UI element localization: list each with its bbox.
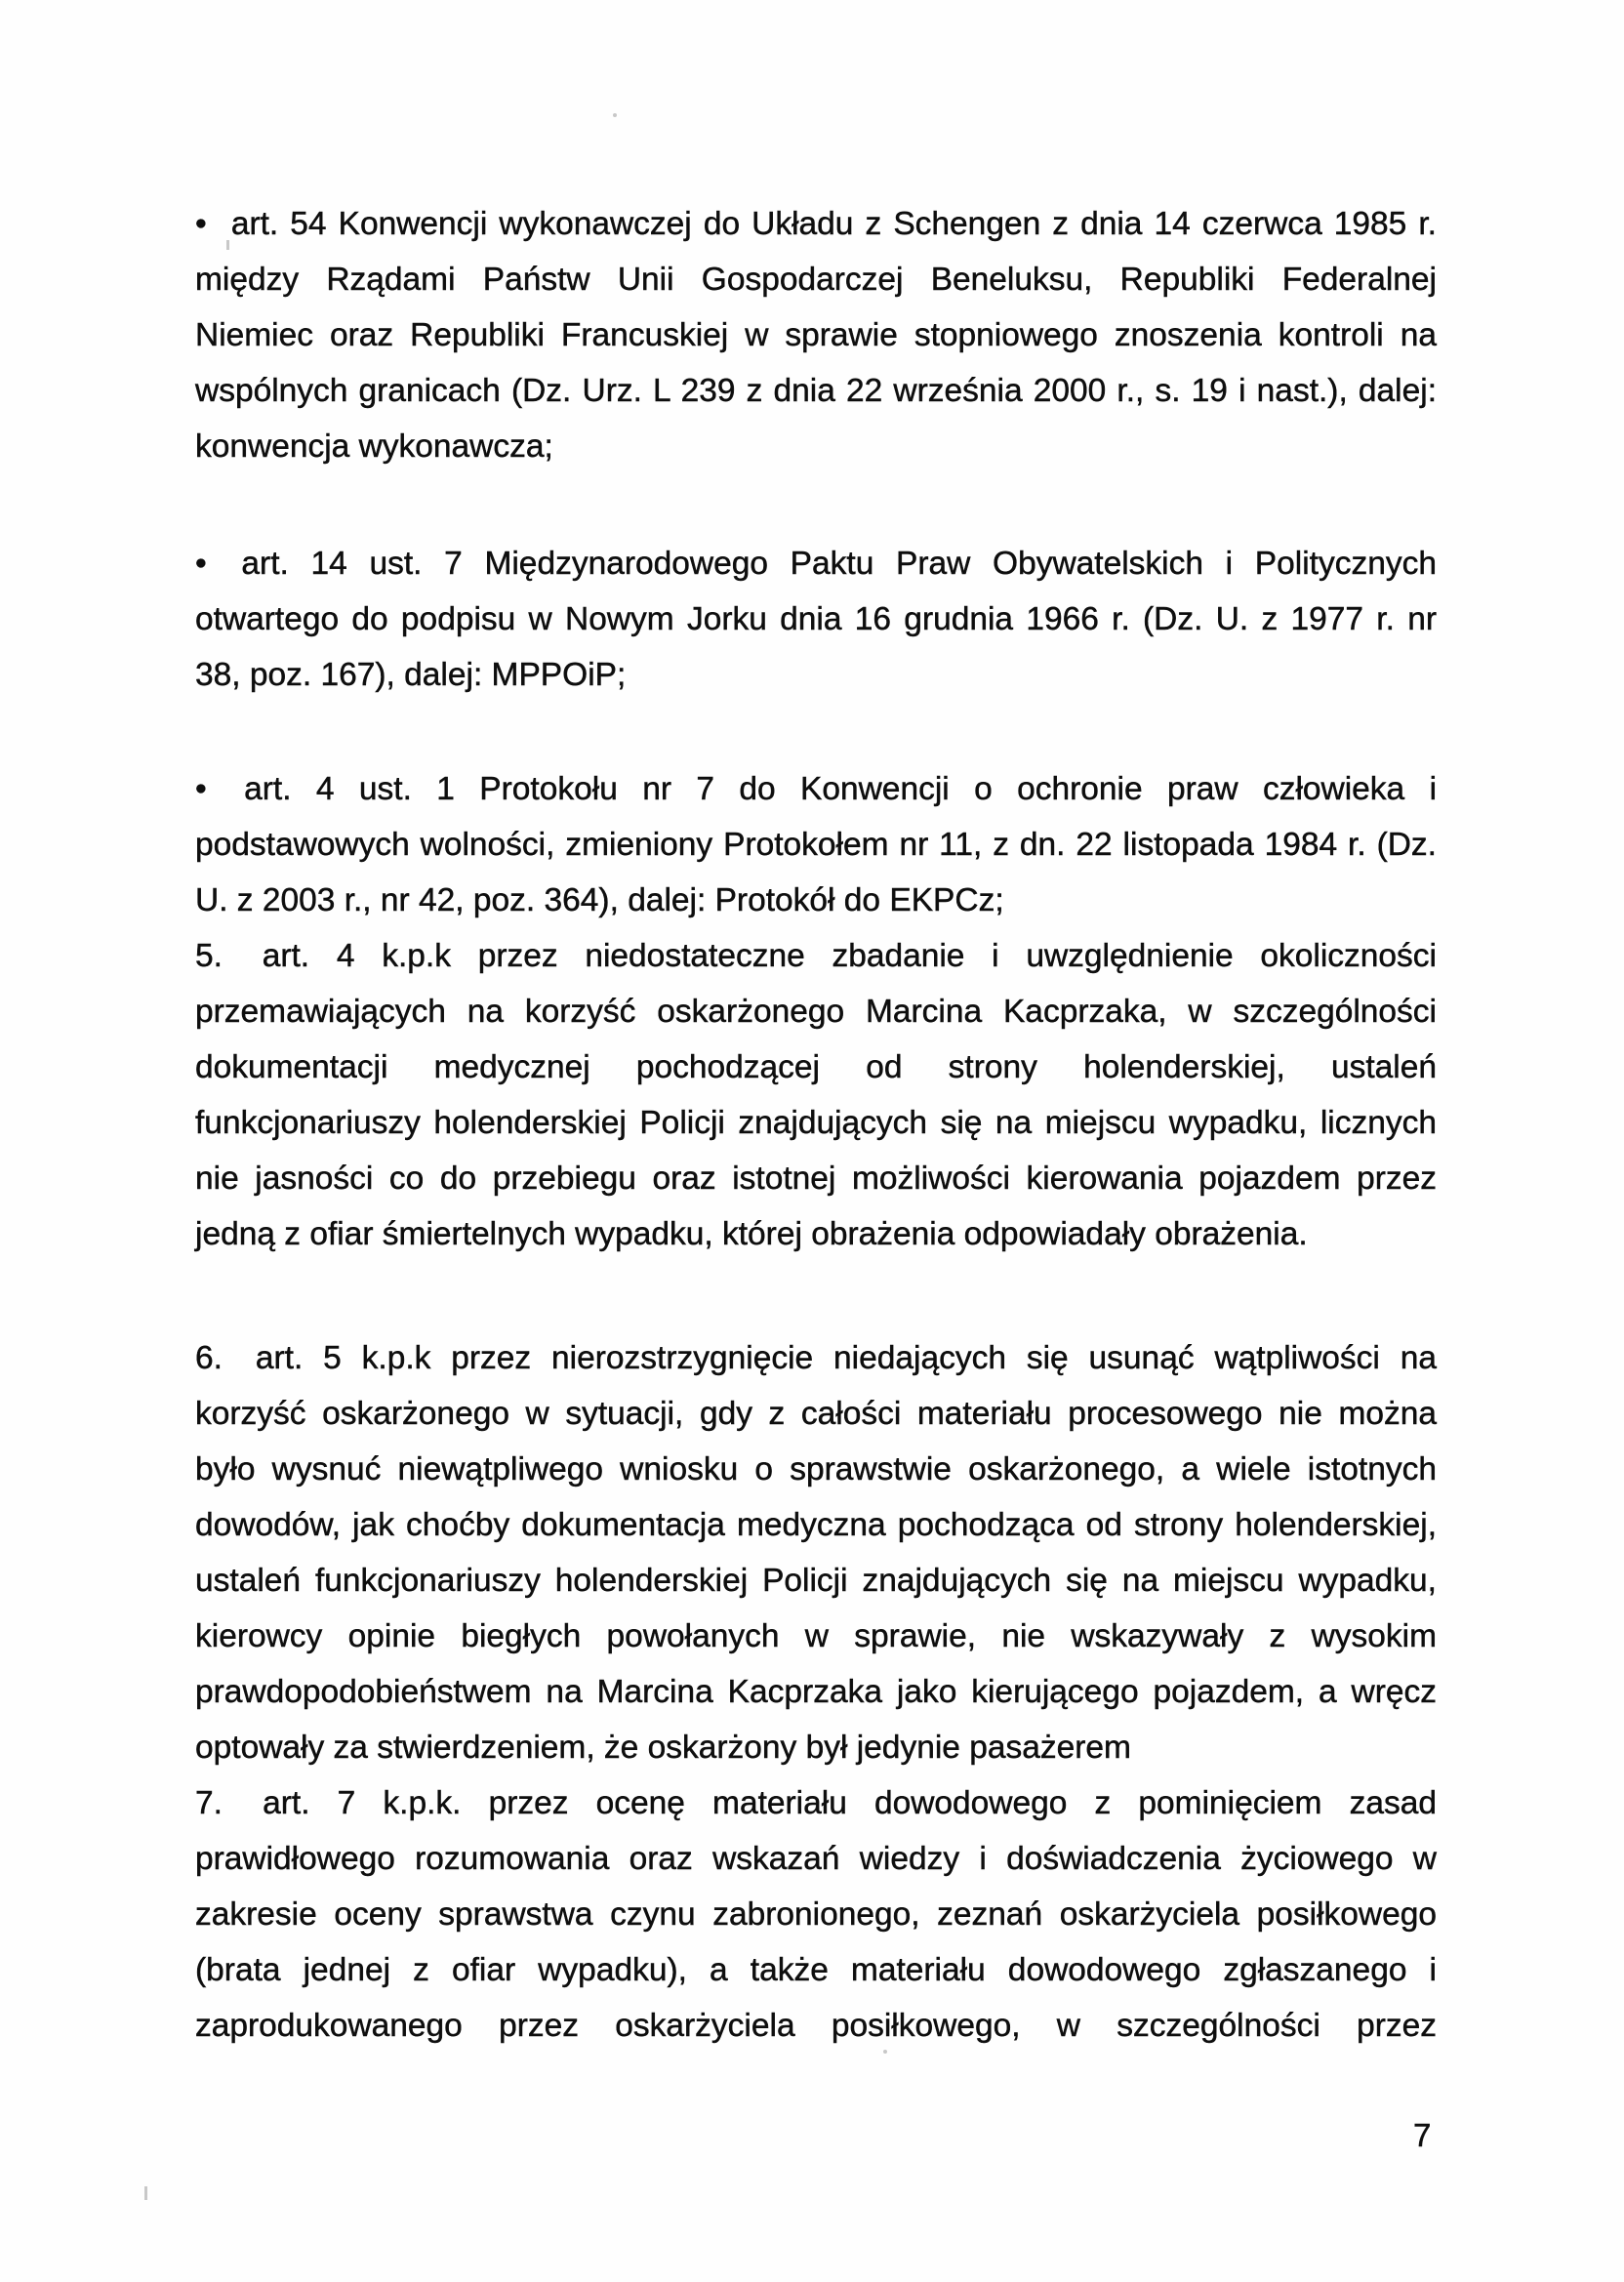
text-line bbox=[195, 196, 1437, 252]
line-text: kierowcy opinie biegłych powołanych w sprawie, nie wskazywały z wysokim bbox=[195, 1618, 1437, 1654]
line-text: zaprodukowanego przez oskarżyciela posiłkowego, w szczególności przez bbox=[195, 2008, 1437, 2044]
text-line bbox=[195, 1442, 1437, 1497]
text-line bbox=[195, 1775, 1437, 1831]
line-text: art. 4 ust. 1 Protokołu nr 7 do Konwencji o ochronie praw człowieka i bbox=[244, 771, 1438, 807]
text-line bbox=[195, 1553, 1437, 1609]
text-line bbox=[195, 1039, 1437, 1095]
text-line bbox=[195, 591, 1437, 647]
line-text: otwartego do podpisu w Nowym Jorku dnia 16 grudnia 1966 r. (Dz. U. z 1977 r. nr bbox=[195, 601, 1437, 637]
line-text: przemawiających na korzyść oskarżonego Marcina Kacprzaka, w szczególności bbox=[195, 994, 1437, 1030]
text-line bbox=[195, 419, 1437, 474]
text-line bbox=[195, 1942, 1437, 1998]
text-line bbox=[195, 873, 1437, 928]
text-line bbox=[195, 1664, 1437, 1720]
line-text: art. 54 Konwencji wykonawczej do Układu z Schengen z dnia 14 czerwca 1985 r. bbox=[230, 206, 1437, 242]
text-line bbox=[195, 307, 1437, 363]
item-number: 5. bbox=[195, 938, 223, 974]
line-text: korzyść oskarżonego w sytuacji, gdy z całości materiału procesowego nie można bbox=[195, 1396, 1437, 1432]
text-line bbox=[195, 1497, 1437, 1553]
text-line bbox=[195, 761, 1437, 817]
bullet-paragraph-schengen bbox=[195, 196, 1437, 474]
text-line bbox=[195, 984, 1437, 1039]
bullet-marker: • bbox=[195, 546, 207, 582]
text-line bbox=[195, 1720, 1437, 1775]
numbered-item-6 bbox=[195, 1330, 1437, 1775]
text-line bbox=[195, 252, 1437, 307]
bullet-marker: • bbox=[195, 771, 207, 807]
scan-artifact bbox=[613, 113, 617, 117]
text-line bbox=[195, 363, 1437, 419]
text-line bbox=[195, 1151, 1437, 1206]
scan-artifact bbox=[144, 2186, 147, 2200]
text-line bbox=[195, 647, 1437, 703]
line-text: dowodów, jak choćby dokumentacja medyczna pochodząca od strony holenderskiej, bbox=[195, 1507, 1437, 1543]
line-text: podstawowych wolności, zmieniony Protokołem nr 11, z dn. 22 listopada 1984 r. (Dz. bbox=[195, 827, 1437, 863]
text-line bbox=[195, 1831, 1437, 1887]
line-text: jedną z ofiar śmiertelnych wypadku, której obrażenia odpowiadały obrażenia. bbox=[195, 1216, 1308, 1252]
line-text: prawidłowego rozumowania oraz wskazań wiedzy i doświadczenia życiowego w bbox=[195, 1841, 1437, 1877]
text-line bbox=[195, 1998, 1437, 2054]
line-text: funkcjonariuszy holenderskiej Policji znajdujących się na miejscu wypadku, licznych bbox=[195, 1105, 1437, 1141]
page-number: 7 bbox=[1413, 2117, 1432, 2153]
line-text: zakresie oceny sprawstwa czynu zabronionego, zeznań oskarżyciela posiłkowego bbox=[195, 1896, 1437, 1933]
numbered-item-7 bbox=[195, 1775, 1437, 2054]
text-line bbox=[195, 536, 1437, 591]
item-number: 6. bbox=[195, 1340, 223, 1376]
bullet-marker: • bbox=[195, 206, 207, 242]
line-text: optowały za stwierdzeniem, że oskarżony był jedynie pasażerem bbox=[195, 1730, 1131, 1766]
line-text: ustaleń funkcjonariuszy holenderskiej Policji znajdujących się na miejscu wypadku, bbox=[195, 1563, 1437, 1599]
text-line bbox=[195, 1609, 1437, 1664]
line-text: 38, poz. 167), dalej: MPPOiP; bbox=[195, 657, 627, 693]
numbered-item-5 bbox=[195, 928, 1437, 1262]
line-text: dokumentacji medycznej pochodzącej od strony holenderskiej, ustaleń bbox=[195, 1049, 1437, 1085]
line-text: art. 14 ust. 7 Międzynarodowego Paktu Praw Obywatelskich i Politycznych bbox=[241, 546, 1437, 582]
text-line bbox=[195, 1206, 1437, 1262]
text-line bbox=[195, 817, 1437, 873]
line-text: wspólnych granicach (Dz. Urz. L 239 z dnia 22 września 2000 r., s. 19 i nast.), dalej: bbox=[195, 373, 1437, 409]
item-number: 7. bbox=[195, 1785, 223, 1821]
line-text: art. 4 k.p.k przez niedostateczne zbadanie i uwzględnienie okoliczności bbox=[262, 938, 1438, 974]
bullet-paragraph-ekpcz bbox=[195, 761, 1437, 928]
line-text: art. 7 k.p.k. przez ocenę materiału dowodowego z pominięciem zasad bbox=[263, 1785, 1437, 1821]
line-text: Niemiec oraz Republiki Francuskiej w sprawie stopniowego znoszenia kontroli na bbox=[195, 317, 1437, 353]
line-text: U. z 2003 r., nr 42, poz. 364), dalej: Protokół do EKPCz; bbox=[195, 882, 1004, 918]
text-line bbox=[195, 1887, 1437, 1942]
body-text bbox=[195, 196, 1437, 2054]
line-text: nie jasności co do przebiegu oraz istotnej możliwości kierowania pojazdem przez bbox=[195, 1161, 1437, 1197]
line-text: art. 5 k.p.k przez nierozstrzygnięcie niedających się usunąć wątpliwości na bbox=[255, 1340, 1437, 1376]
line-text: konwencja wykonawcza; bbox=[195, 428, 553, 465]
text-line bbox=[195, 1095, 1437, 1151]
line-text: było wysnuć niewątpliwego wniosku o sprawstwie oskarżonego, a wiele istotnych bbox=[195, 1451, 1437, 1487]
line-text: między Rządami Państw Unii Gospodarczej Beneluksu, Republiki Federalnej bbox=[195, 262, 1437, 298]
text-line bbox=[195, 928, 1437, 984]
text-line bbox=[195, 1330, 1437, 1386]
line-text: prawdopodobieństwem na Marcina Kacprzaka jako kierującego pojazdem, a wręcz bbox=[195, 1674, 1437, 1710]
text-line bbox=[195, 1386, 1437, 1442]
bullet-paragraph-mppoip bbox=[195, 536, 1437, 703]
line-text: (brata jednej z ofiar wypadku), a także materiału dowodowego zgłaszanego i bbox=[195, 1952, 1437, 1988]
